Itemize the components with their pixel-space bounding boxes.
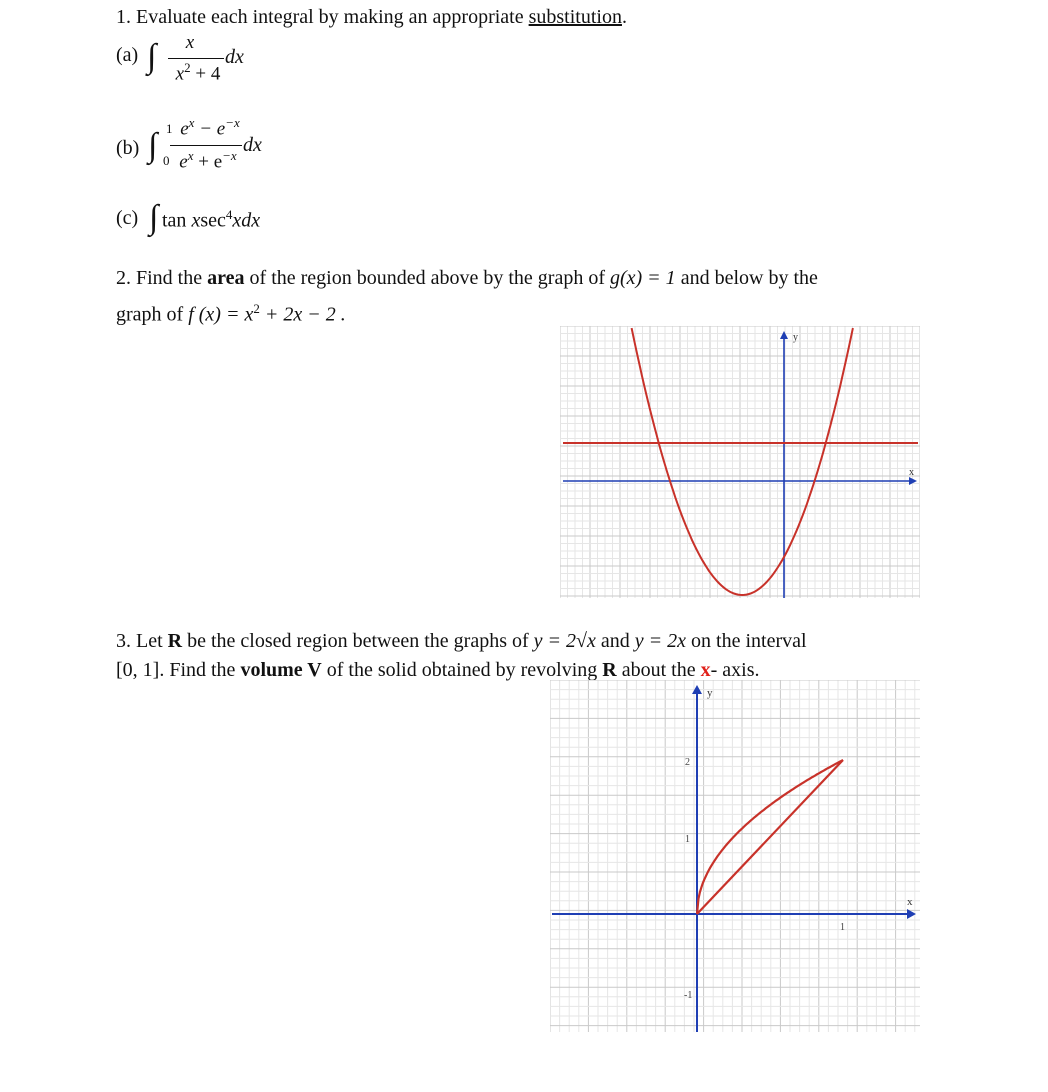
graph-1-y-label: y	[793, 332, 798, 343]
q1b-lower-limit: 0	[163, 153, 170, 168]
integral-sign-c: ∫	[149, 199, 159, 236]
q1b-label: (b)	[116, 137, 140, 159]
q1a-dx: dx	[225, 46, 244, 68]
q1b-fraction-bar	[170, 145, 242, 146]
q3-line2: [0, 1]. Find the volume V of the solid obtained by revolving R about the x- axis.	[116, 659, 760, 681]
q1b-upper-limit: 1	[166, 121, 173, 136]
graph-2-x-label: x	[907, 896, 913, 908]
q1-intro-link: substitution	[528, 6, 622, 28]
q1b-denominator: $e^x + e^{-x}$	[179, 148, 237, 173]
graph-1-y-arrow	[780, 331, 788, 339]
graph-1	[560, 326, 920, 598]
graph-1-x-label: x	[909, 467, 914, 478]
q1a-numerator: x	[185, 32, 195, 53]
tick-y-neg1: -1	[684, 990, 693, 1001]
graph-2-grid	[550, 680, 920, 1032]
q1c-expression: tan xsec$^4$xdx	[162, 207, 261, 232]
tick-y-1: 1	[685, 834, 690, 845]
tick-x-1: 1	[840, 922, 845, 933]
q1c-label: (c)	[116, 207, 139, 229]
q1b-dx: dx	[243, 134, 262, 156]
q1-intro-dot: .	[621, 6, 627, 28]
tick-y-2: 2	[685, 757, 690, 768]
q3-line1: 3. Let R be the closed region between the graphs of y = 2√x and y = 2x on the interval	[116, 630, 807, 652]
q1-intro	[116, 6, 627, 29]
q1a-denominator: $x^2 + 4$	[175, 60, 221, 85]
integral-sign-b: ∫	[148, 127, 158, 164]
q1-intro-text: 1. Evaluate each integral by making an appropriate	[116, 6, 529, 28]
q1a-label: (a)	[116, 44, 139, 66]
graph-1-grid	[560, 326, 920, 598]
q2-line1: 2. Find the area of the region bounded above by the graph of g(x) = 1 and below by the	[116, 267, 818, 289]
graph-2	[550, 680, 920, 1032]
q2-line2: graph of f $(x) = x^2 + 2x - 2$ .	[116, 301, 346, 326]
q1a-fraction-bar	[168, 58, 224, 59]
q1b-numerator: $e^x - e^{-x}$	[180, 115, 240, 140]
integral-sign-a: ∫	[147, 38, 157, 75]
graph-2-y-label: y	[707, 687, 713, 699]
